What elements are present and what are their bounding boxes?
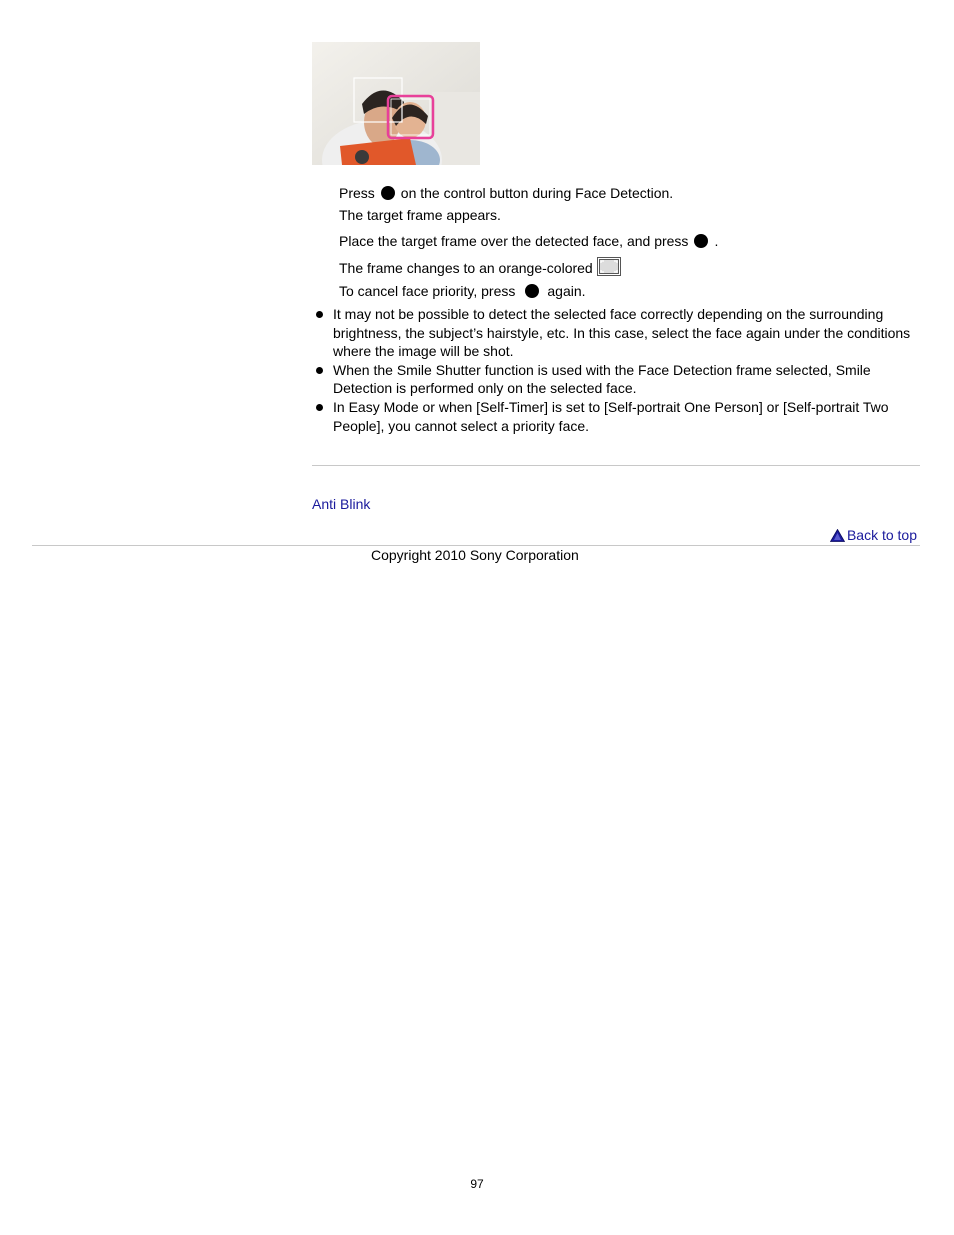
step-1 [339, 184, 673, 202]
bullet-icon [316, 367, 323, 374]
step-1-text-after: on the control button during Face Detection. [400, 185, 674, 201]
control-button-center-icon [381, 186, 395, 200]
copyright: Copyright 2010 Sony Corporation [371, 547, 579, 563]
anti-blink-link[interactable]: Anti Blink [312, 496, 371, 512]
related-topics [312, 495, 370, 513]
back-to-top-link[interactable]: Back to top [846, 527, 917, 543]
note-item [314, 305, 920, 361]
triangle-up-icon [830, 529, 845, 542]
step-2 [339, 232, 718, 250]
note-text: When the Smile Shutter function is used with the Face Detection frame selected, Smile Detection is performed only on the selected face. [333, 361, 871, 397]
step-3-text-before: To cancel face priority, press [339, 283, 516, 299]
face-detection-illustration [312, 42, 480, 165]
step-3-text-after: again. [547, 283, 586, 299]
control-button-center-icon [694, 234, 708, 248]
bullet-icon [316, 311, 323, 318]
step-2-note [339, 257, 621, 280]
step-1-note: The target frame appears. [339, 207, 501, 223]
step-3 [339, 282, 586, 300]
note-text: It may not be possible to detect the selected face correctly depending on the surrounding brightness, the subject’s hairstyle, etc. In this case, select the face again under the conditions where the image will be shot. [333, 306, 911, 360]
step-2-note-text: The frame changes to an orange-colored [339, 260, 593, 276]
priority-frame-icon [597, 257, 621, 280]
section-divider [312, 465, 920, 466]
step-2-text-before: Place the target frame over the detected face, and press [339, 233, 689, 249]
step-2-text-after: . [714, 233, 719, 249]
control-button-center-icon [525, 284, 539, 298]
notes-list [314, 305, 920, 435]
bullet-icon [316, 404, 323, 411]
back-to-top [830, 526, 917, 544]
note-text: In Easy Mode or when [Self-Timer] is set to [Self-portrait One Person] or [Self-portrait Two People], you cannot select a priority face. [333, 398, 889, 434]
note-item [314, 398, 920, 435]
page-number: 97 [470, 1177, 484, 1191]
note-item [314, 361, 920, 398]
step-1-text-before: Press [339, 185, 375, 201]
